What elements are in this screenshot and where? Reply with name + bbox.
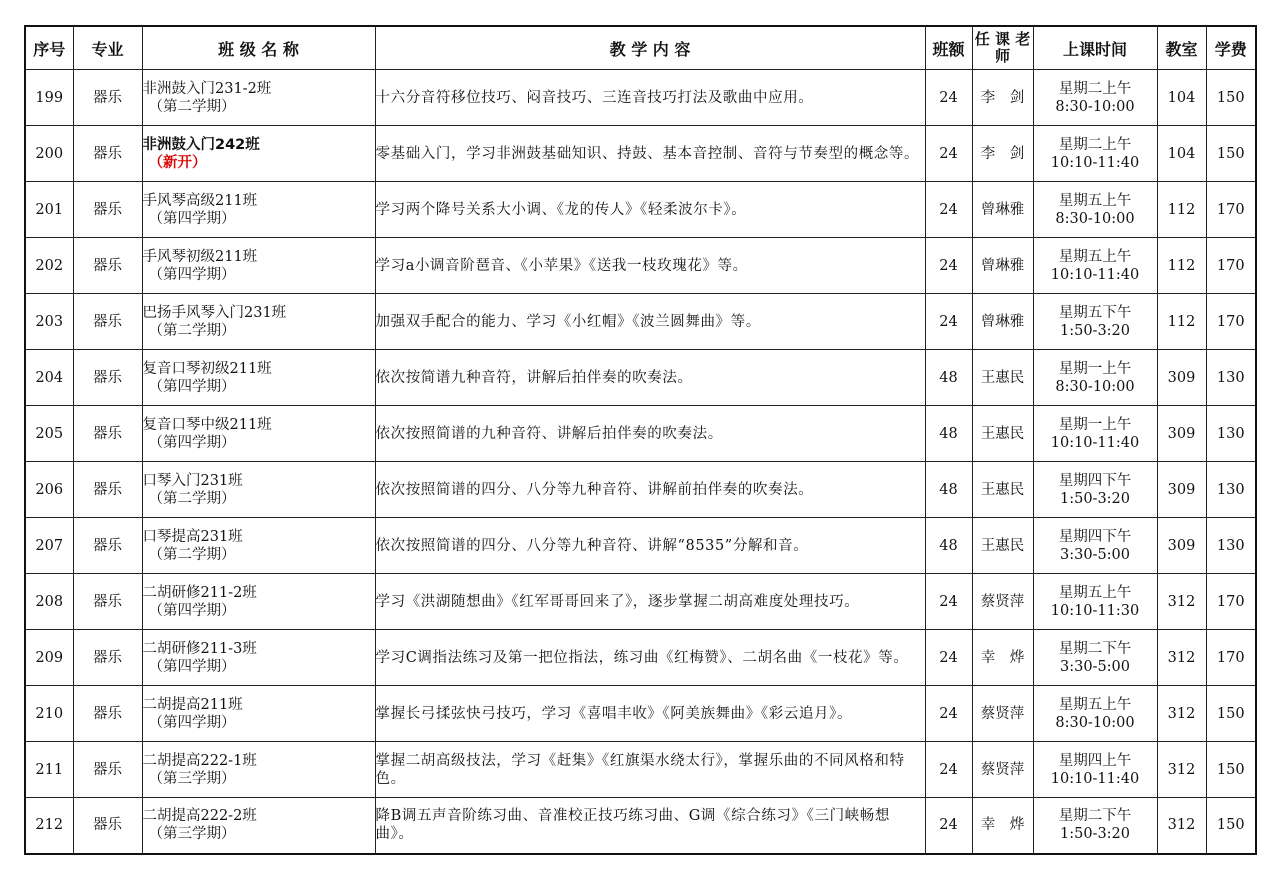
class-term: （第二学期） bbox=[148, 98, 236, 115]
cell-class-name bbox=[142, 630, 375, 686]
header-room: 教室 bbox=[1157, 26, 1206, 70]
cell-fee: 170 bbox=[1206, 574, 1256, 630]
table-row bbox=[25, 686, 1256, 742]
cell-teacher: 蔡贤萍 bbox=[972, 686, 1033, 742]
cell-room: 309 bbox=[1157, 462, 1206, 518]
table-row bbox=[25, 238, 1256, 294]
cell-class-name bbox=[142, 518, 375, 574]
cell-major: 器乐 bbox=[73, 70, 142, 126]
header-fee: 学费 bbox=[1206, 26, 1256, 70]
cell-room: 309 bbox=[1157, 350, 1206, 406]
cell-teacher: 王惠民 bbox=[972, 350, 1033, 406]
table-row bbox=[25, 70, 1256, 126]
time-range: 8:30-10:00 bbox=[1055, 378, 1135, 395]
time-day: 星期四上午 bbox=[1058, 752, 1132, 769]
cell-class-name bbox=[142, 294, 375, 350]
cell-content: 依次按照简谱的四分、八分等九种音符、讲解“8535”分解和音。 bbox=[375, 518, 925, 574]
cell-seq: 209 bbox=[25, 630, 73, 686]
cell-major: 器乐 bbox=[73, 350, 142, 406]
cell-room: 312 bbox=[1157, 630, 1206, 686]
time-range: 10:10-11:40 bbox=[1050, 434, 1140, 451]
cell-time bbox=[1033, 518, 1157, 574]
cell-quota: 24 bbox=[925, 686, 972, 742]
header-seq: 序号 bbox=[25, 26, 73, 70]
header-time: 上课时间 bbox=[1033, 26, 1157, 70]
cell-content: 掌握长弓揉弦快弓技巧，学习《喜唱丰收》《阿美族舞曲》《彩云追月》。 bbox=[375, 686, 925, 742]
cell-content: 学习a小调音阶琶音、《小苹果》《送我一枝玫瑰花》等。 bbox=[375, 238, 925, 294]
cell-teacher: 蔡贤萍 bbox=[972, 574, 1033, 630]
cell-quota: 48 bbox=[925, 462, 972, 518]
cell-quota: 48 bbox=[925, 350, 972, 406]
table-row bbox=[25, 518, 1256, 574]
cell-time bbox=[1033, 462, 1157, 518]
cell-class-name bbox=[142, 350, 375, 406]
cell-seq: 205 bbox=[25, 406, 73, 462]
cell-teacher: 曾琳雅 bbox=[972, 182, 1033, 238]
cell-fee: 150 bbox=[1206, 126, 1256, 182]
cell-room: 112 bbox=[1157, 294, 1206, 350]
cell-fee: 150 bbox=[1206, 798, 1256, 854]
time-range: 8:30-10:00 bbox=[1055, 714, 1135, 731]
cell-time bbox=[1033, 686, 1157, 742]
class-term: （第四学期） bbox=[148, 434, 236, 451]
class-term: （第二学期） bbox=[148, 546, 236, 563]
cell-seq: 201 bbox=[25, 182, 73, 238]
table-body bbox=[25, 70, 1256, 854]
cell-room: 309 bbox=[1157, 518, 1206, 574]
header-teacher: 任 课 老 师 bbox=[972, 26, 1033, 70]
class-term: （第四学期） bbox=[148, 378, 236, 395]
time-range: 1:50-3:20 bbox=[1059, 826, 1131, 843]
table-row bbox=[25, 798, 1256, 854]
class-name: 二胡提高222-2班 bbox=[142, 808, 257, 825]
cell-major: 器乐 bbox=[73, 798, 142, 854]
cell-seq: 203 bbox=[25, 294, 73, 350]
cell-fee: 130 bbox=[1206, 462, 1256, 518]
cell-room: 312 bbox=[1157, 686, 1206, 742]
cell-seq: 202 bbox=[25, 238, 73, 294]
cell-room: 312 bbox=[1157, 742, 1206, 798]
cell-time bbox=[1033, 574, 1157, 630]
cell-class-name bbox=[142, 574, 375, 630]
cell-room: 312 bbox=[1157, 574, 1206, 630]
time-day: 星期五上午 bbox=[1058, 248, 1132, 265]
cell-content: 掌握二胡高级技法，学习《赶集》《红旗渠水绕太行》，掌握乐曲的不同风格和特色。 bbox=[375, 742, 925, 798]
cell-room: 104 bbox=[1157, 126, 1206, 182]
time-day: 星期二下午 bbox=[1058, 808, 1132, 825]
cell-room: 112 bbox=[1157, 182, 1206, 238]
cell-major: 器乐 bbox=[73, 686, 142, 742]
class-name: 二胡研修211-3班 bbox=[142, 640, 257, 657]
cell-major: 器乐 bbox=[73, 462, 142, 518]
cell-quota: 24 bbox=[925, 294, 972, 350]
cell-seq: 199 bbox=[25, 70, 73, 126]
cell-class-name bbox=[142, 238, 375, 294]
time-range: 10:10-11:40 bbox=[1050, 266, 1140, 283]
class-name: 二胡研修211-2班 bbox=[142, 584, 257, 601]
cell-class-name bbox=[142, 742, 375, 798]
header-major: 专业 bbox=[73, 26, 142, 70]
cell-major: 器乐 bbox=[73, 406, 142, 462]
cell-fee: 130 bbox=[1206, 350, 1256, 406]
time-day: 星期二下午 bbox=[1058, 640, 1132, 657]
table-row bbox=[25, 126, 1256, 182]
cell-content: 学习两个降号关系大小调、《龙的传人》《轻柔波尔卡》。 bbox=[375, 182, 925, 238]
cell-time bbox=[1033, 742, 1157, 798]
cell-fee: 150 bbox=[1206, 742, 1256, 798]
class-term: （新开） bbox=[148, 153, 207, 171]
cell-class-name bbox=[142, 686, 375, 742]
cell-fee: 170 bbox=[1206, 630, 1256, 686]
cell-time bbox=[1033, 798, 1157, 854]
cell-class-name bbox=[142, 182, 375, 238]
cell-quota: 48 bbox=[925, 518, 972, 574]
header-quota: 班额 bbox=[925, 26, 972, 70]
cell-major: 器乐 bbox=[73, 742, 142, 798]
table-row bbox=[25, 742, 1256, 798]
cell-quota: 24 bbox=[925, 574, 972, 630]
cell-quota: 24 bbox=[925, 742, 972, 798]
time-day: 星期四下午 bbox=[1058, 528, 1132, 545]
class-term: （第四学期） bbox=[148, 714, 236, 731]
cell-time bbox=[1033, 350, 1157, 406]
class-name: 二胡提高222-1班 bbox=[142, 752, 257, 769]
cell-room: 312 bbox=[1157, 798, 1206, 854]
header-content: 教 学 内 容 bbox=[375, 26, 925, 70]
class-name: 手风琴高级211班 bbox=[142, 192, 258, 209]
cell-time bbox=[1033, 630, 1157, 686]
time-range: 10:10-11:40 bbox=[1050, 154, 1140, 171]
cell-quota: 24 bbox=[925, 126, 972, 182]
class-term: （第三学期） bbox=[148, 770, 236, 787]
time-day: 星期五下午 bbox=[1058, 304, 1132, 321]
class-name: 巴扬手风琴入门231班 bbox=[142, 304, 287, 321]
cell-teacher: 李 剑 bbox=[972, 126, 1033, 182]
cell-major: 器乐 bbox=[73, 630, 142, 686]
cell-major: 器乐 bbox=[73, 238, 142, 294]
table-row bbox=[25, 574, 1256, 630]
cell-fee: 150 bbox=[1206, 686, 1256, 742]
cell-content: 学习C调指法练习及第一把位指法，练习曲《红梅赞》、二胡名曲《一枝花》等。 bbox=[375, 630, 925, 686]
cell-class-name bbox=[142, 406, 375, 462]
time-day: 星期四下午 bbox=[1058, 472, 1132, 489]
table-row bbox=[25, 294, 1256, 350]
cell-room: 309 bbox=[1157, 406, 1206, 462]
cell-quota: 24 bbox=[925, 630, 972, 686]
cell-major: 器乐 bbox=[73, 294, 142, 350]
cell-seq: 211 bbox=[25, 742, 73, 798]
cell-content: 十六分音符移位技巧、闷音技巧、三连音技巧打法及歌曲中应用。 bbox=[375, 70, 925, 126]
header-row bbox=[25, 26, 1256, 70]
cell-teacher: 曾琳雅 bbox=[972, 294, 1033, 350]
cell-fee: 170 bbox=[1206, 238, 1256, 294]
cell-seq: 210 bbox=[25, 686, 73, 742]
cell-teacher: 王惠民 bbox=[972, 406, 1033, 462]
cell-fee: 170 bbox=[1206, 182, 1256, 238]
class-term: （第三学期） bbox=[148, 826, 236, 843]
time-range: 8:30-10:00 bbox=[1055, 210, 1135, 227]
time-day: 星期五上午 bbox=[1058, 584, 1132, 601]
cell-major: 器乐 bbox=[73, 126, 142, 182]
cell-seq: 208 bbox=[25, 574, 73, 630]
cell-room: 104 bbox=[1157, 70, 1206, 126]
class-term: （第四学期） bbox=[148, 266, 236, 283]
table-row bbox=[25, 630, 1256, 686]
cell-fee: 150 bbox=[1206, 70, 1256, 126]
cell-teacher: 王惠民 bbox=[972, 518, 1033, 574]
cell-time bbox=[1033, 70, 1157, 126]
time-day: 星期五上午 bbox=[1058, 696, 1132, 713]
cell-major: 器乐 bbox=[73, 518, 142, 574]
cell-quota: 24 bbox=[925, 798, 972, 854]
time-range: 3:30-5:00 bbox=[1059, 546, 1131, 563]
time-day: 星期一上午 bbox=[1058, 360, 1132, 377]
time-day: 星期二上午 bbox=[1058, 80, 1132, 97]
cell-class-name bbox=[142, 798, 375, 854]
time-range: 8:30-10:00 bbox=[1055, 98, 1135, 115]
cell-teacher: 王惠民 bbox=[972, 462, 1033, 518]
cell-fee: 170 bbox=[1206, 294, 1256, 350]
cell-time bbox=[1033, 406, 1157, 462]
class-name: 非洲鼓入门231-2班 bbox=[142, 80, 272, 97]
cell-content: 降B调五声音阶练习曲、音准校正技巧练习曲、G调《综合练习》《三门峡畅想曲》。 bbox=[375, 798, 925, 854]
time-range: 10:10-11:30 bbox=[1050, 602, 1140, 619]
cell-quota: 24 bbox=[925, 182, 972, 238]
class-name: 复音口琴初级211班 bbox=[142, 360, 272, 377]
class-name: 复音口琴中级211班 bbox=[142, 416, 272, 433]
cell-class-name bbox=[142, 462, 375, 518]
cell-time bbox=[1033, 294, 1157, 350]
cell-class-name bbox=[142, 70, 375, 126]
cell-content: 依次按照简谱的九种音符、讲解后拍伴奏的吹奏法。 bbox=[375, 406, 925, 462]
cell-seq: 207 bbox=[25, 518, 73, 574]
table-row bbox=[25, 182, 1256, 238]
cell-fee: 130 bbox=[1206, 518, 1256, 574]
cell-teacher: 幸 烨 bbox=[972, 630, 1033, 686]
cell-teacher: 蔡贤萍 bbox=[972, 742, 1033, 798]
cell-quota: 24 bbox=[925, 238, 972, 294]
cell-seq: 206 bbox=[25, 462, 73, 518]
time-day: 星期一上午 bbox=[1058, 416, 1132, 433]
cell-teacher: 李 剑 bbox=[972, 70, 1033, 126]
cell-content: 零基础入门，学习非洲鼓基础知识、持鼓、基本音控制、音符与节奏型的概念等。 bbox=[375, 126, 925, 182]
class-name: 二胡提高211班 bbox=[142, 696, 243, 713]
class-name: 口琴入门231班 bbox=[142, 472, 243, 489]
table-row bbox=[25, 406, 1256, 462]
time-day: 星期二上午 bbox=[1058, 136, 1132, 153]
cell-teacher: 幸 烨 bbox=[972, 798, 1033, 854]
cell-seq: 212 bbox=[25, 798, 73, 854]
cell-major: 器乐 bbox=[73, 574, 142, 630]
cell-quota: 24 bbox=[925, 70, 972, 126]
course-schedule-table bbox=[24, 25, 1257, 855]
class-term: （第二学期） bbox=[148, 490, 236, 507]
class-term: （第四学期） bbox=[148, 658, 236, 675]
cell-seq: 200 bbox=[25, 126, 73, 182]
class-term: （第四学期） bbox=[148, 602, 236, 619]
time-range: 1:50-3:20 bbox=[1059, 490, 1131, 507]
class-term: （第四学期） bbox=[148, 210, 236, 227]
class-name: 手风琴初级211班 bbox=[142, 248, 258, 265]
time-day: 星期五上午 bbox=[1058, 192, 1132, 209]
cell-seq: 204 bbox=[25, 350, 73, 406]
table-row bbox=[25, 462, 1256, 518]
cell-content: 依次按照简谱的四分、八分等九种音符、讲解前拍伴奏的吹奏法。 bbox=[375, 462, 925, 518]
cell-content: 学习《洪湖随想曲》《红军哥哥回来了》，逐步掌握二胡高难度处理技巧。 bbox=[375, 574, 925, 630]
class-name: 口琴提高231班 bbox=[142, 528, 243, 545]
cell-fee: 130 bbox=[1206, 406, 1256, 462]
cell-teacher: 曾琳雅 bbox=[972, 238, 1033, 294]
header-class-name: 班 级 名 称 bbox=[142, 26, 375, 70]
cell-content: 加强双手配合的能力、学习《小红帽》《波兰圆舞曲》等。 bbox=[375, 294, 925, 350]
time-range: 1:50-3:20 bbox=[1059, 322, 1131, 339]
cell-major: 器乐 bbox=[73, 182, 142, 238]
cell-time bbox=[1033, 238, 1157, 294]
cell-time bbox=[1033, 182, 1157, 238]
time-range: 3:30-5:00 bbox=[1059, 658, 1131, 675]
cell-class-name bbox=[142, 126, 375, 182]
class-term: （第二学期） bbox=[148, 322, 236, 339]
cell-room: 112 bbox=[1157, 238, 1206, 294]
table-row bbox=[25, 350, 1256, 406]
cell-content: 依次按简谱九种音符，讲解后拍伴奏的吹奏法。 bbox=[375, 350, 925, 406]
class-name: 非洲鼓入门242班 bbox=[142, 136, 260, 153]
cell-quota: 48 bbox=[925, 406, 972, 462]
time-range: 10:10-11:40 bbox=[1050, 770, 1140, 787]
cell-time bbox=[1033, 126, 1157, 182]
